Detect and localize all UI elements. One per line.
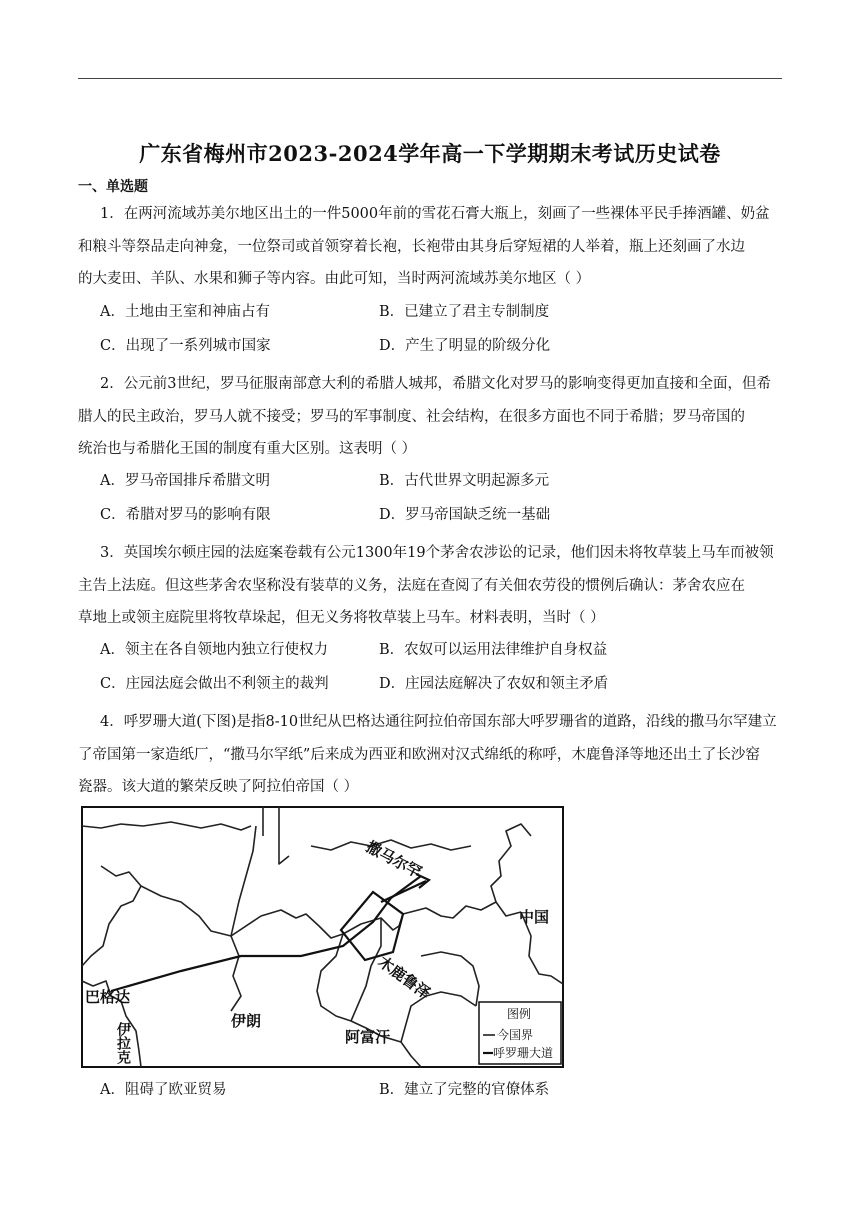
- label-iran: 伊朗: [231, 1012, 262, 1030]
- label-china: 中国: [519, 908, 550, 926]
- header-rule: [78, 78, 782, 79]
- question-4-option-b[interactable]: B．建立了完整的官僚体系: [379, 1082, 550, 1098]
- question-line: 1．在两河流域苏美尔地区出土的一件5000年前的雪花石膏大瓶上，刻画了一些裸体平民手捧酒罐、奶盆: [100, 206, 770, 222]
- map-legend: [479, 1002, 561, 1064]
- legend-road-label: 呼罗珊大道: [493, 1046, 554, 1060]
- question-1-option-c[interactable]: C．出现了一系列城市国家: [100, 338, 271, 354]
- question-line: 3．英国埃尔顿庄园的法庭案卷载有公元1300年19个茅舍农涉讼的记录，他们因未将牧草装上马车而被领: [100, 545, 774, 561]
- question-1-stem: [78, 198, 784, 296]
- legend-title: 图例: [507, 1007, 532, 1021]
- label-afghanistan: 阿富汗: [345, 1028, 391, 1046]
- question-3-option-a[interactable]: A．领主在各自领地内独立行使权力: [100, 642, 328, 658]
- question-line: 主告上法庭。但这些茅舍农坚称没有装草的义务，法庭在查阅了有关佃农劳役的惯例后确认：茅舍农应在: [78, 577, 745, 594]
- question-1-option-d[interactable]: D．产生了明显的阶级分化: [379, 338, 551, 354]
- question-2-option-c[interactable]: C．希腊对罗马的影响有限: [100, 507, 271, 523]
- question-3-option-c[interactable]: C．庄园法庭会做出不利领主的裁判: [100, 676, 329, 692]
- question-line: 统治也与希腊化王国的制度有重大区别。这表明（ ）: [78, 441, 417, 457]
- map-svg: [81, 806, 564, 1068]
- question-3-option-b[interactable]: B．农奴可以运用法律维护自身权益: [379, 642, 608, 658]
- question-line: 草地上或领主庭院里将牧草垛起，但无义务将牧草装上马车。材料表明，当时（ ）: [78, 610, 605, 626]
- khorasan-road-map: [81, 806, 564, 1068]
- question-4-option-a[interactable]: A．阻碍了欧亚贸易: [100, 1082, 227, 1098]
- question-3-option-d[interactable]: D．庄园法庭解决了农奴和领主矛盾: [379, 676, 609, 692]
- section-heading: 一、单选题: [78, 179, 148, 195]
- question-line: 和粮斗等祭品走向神龛，一位祭司或首领穿着长袍，长袍带由其身后穿短裙的人举着，瓶上还刻画了水边: [78, 238, 745, 255]
- page-title: 广东省梅州市2023-2024学年高一下学期期末考试历史试卷: [139, 141, 721, 166]
- label-iraq: 伊拉克: [115, 1022, 131, 1064]
- question-3-stem: [78, 537, 784, 635]
- legend-border-label: 今国界: [497, 1028, 534, 1042]
- question-2-option-b[interactable]: B．古代世界文明起源多元: [379, 473, 550, 489]
- question-line: 腊人的民主政治，罗马人就不接受；罗马的军事制度、社会结构，在很多方面也不同于希腊；罗马帝国的: [78, 408, 745, 425]
- label-samarkand: 撒马尔罕: [363, 837, 425, 882]
- question-line: 了帝国第一家造纸厂，“撒马尔罕纸”后来成为西亚和欧洲对汉式绵纸的称呼，木鹿鲁泽等地还出土了长沙窑: [78, 746, 760, 763]
- question-1-option-a[interactable]: A．土地由王室和神庙占有: [100, 304, 270, 320]
- question-4-stem: [78, 706, 784, 804]
- question-2-option-a[interactable]: A．罗马帝国排斥希腊文明: [100, 473, 270, 489]
- label-merv: 木鹿鲁泽: [374, 952, 434, 1003]
- label-baghdad: 巴格达: [85, 988, 131, 1006]
- question-line: 4．呼罗珊大道(下图)是指8-10世纪从巴格达通往阿拉伯帝国东部大呼罗珊省的道路，沿线的撒马尔罕建立: [100, 714, 777, 730]
- question-2-stem: [78, 368, 784, 466]
- question-line: 2．公元前3世纪，罗马征服南部意大利的希腊人城邦，希腊文化对罗马的影响变得更加直接和全面，但希: [100, 376, 771, 392]
- question-line: 瓷器。该大道的繁荣反映了阿拉伯帝国（ ）: [78, 779, 359, 795]
- question-line: 的大麦田、羊队、水果和狮子等内容。由此可知，当时两河流域苏美尔地区（ ）: [78, 271, 591, 287]
- question-1-option-b[interactable]: B．已建立了君主专制制度: [379, 304, 550, 320]
- question-2-option-d[interactable]: D．罗马帝国缺乏统一基础: [379, 507, 551, 523]
